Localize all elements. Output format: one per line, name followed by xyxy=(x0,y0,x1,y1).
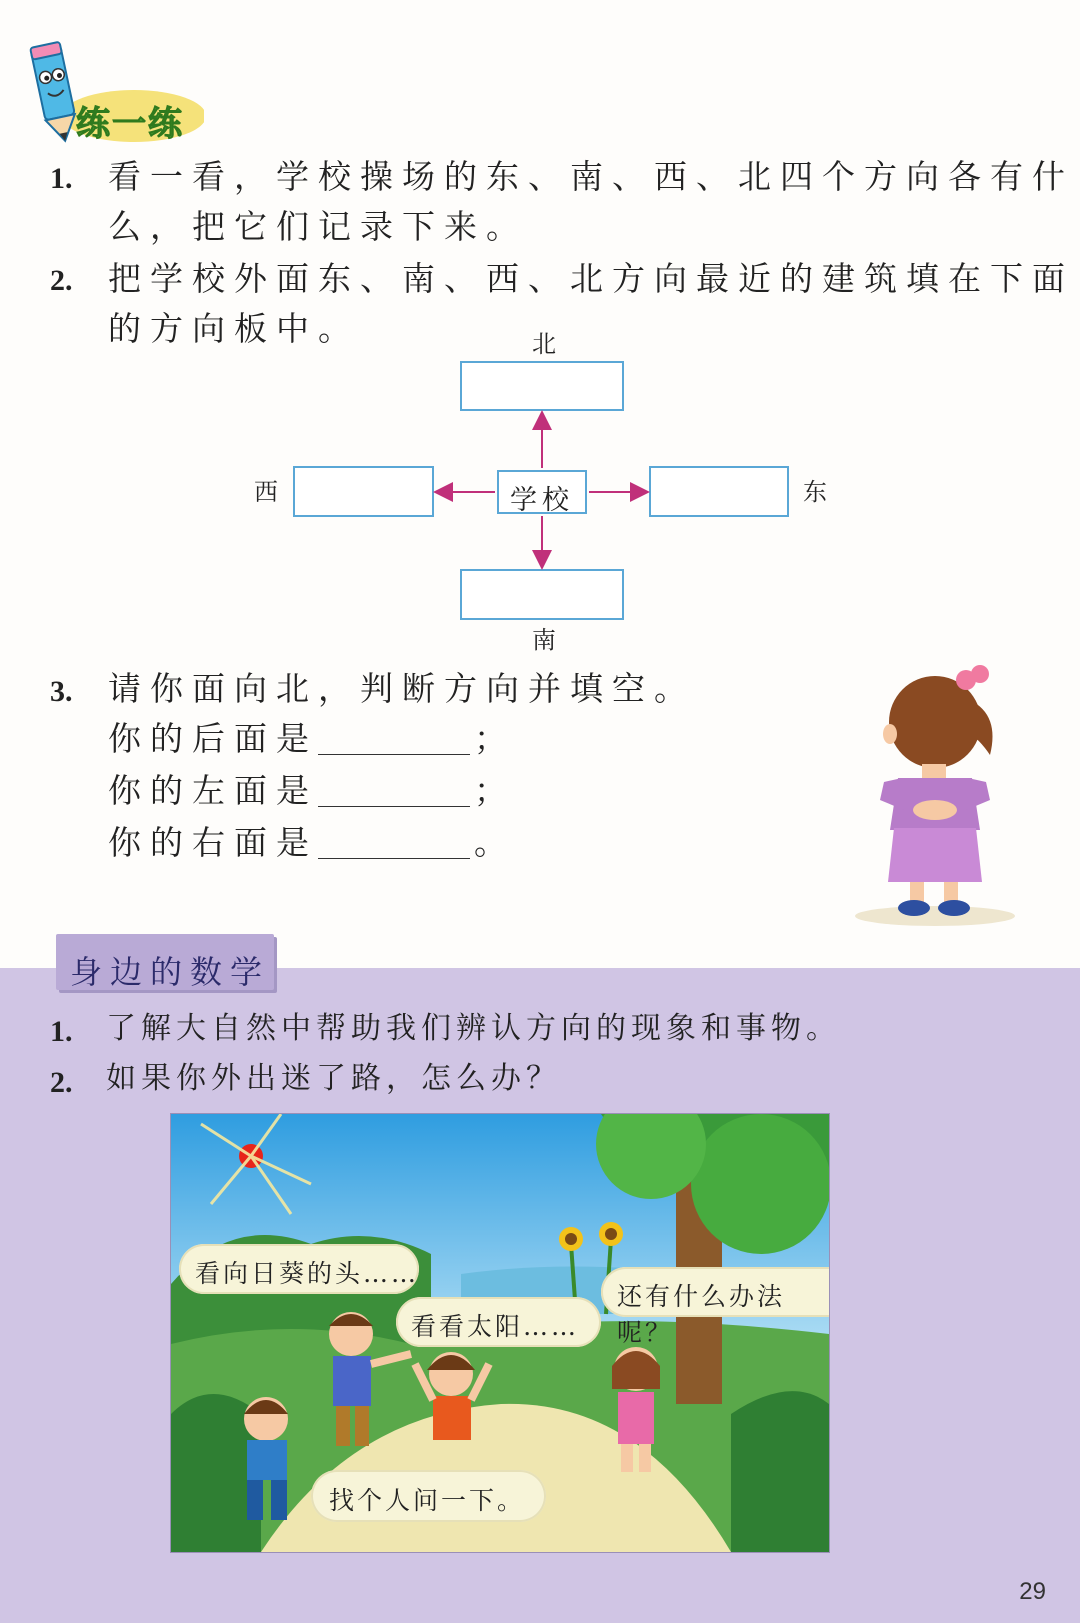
bubble-ask-text: 找个人问一下。 xyxy=(329,1486,526,1515)
q3-right-end: 。 xyxy=(474,823,516,862)
bubble-sunflower-text: 看向日葵的头…… xyxy=(195,1259,420,1288)
q3-number: 3. xyxy=(50,675,73,708)
q3-left-end: ； xyxy=(474,771,516,810)
q3-behind-end: ； xyxy=(474,719,516,758)
west-label: 西 xyxy=(254,478,278,506)
north-label: 北 xyxy=(532,330,556,358)
q2-number: 2. xyxy=(50,264,73,297)
ma-item1-number: 1. xyxy=(50,1015,73,1048)
bubble-other-text: 还有什么办法呢？ xyxy=(617,1282,786,1347)
ma-item2-text: 如果你外出迷了路，怎么办？ xyxy=(106,1061,561,1096)
ma-item2-number: 2. xyxy=(50,1066,73,1099)
q3-line1: 请你面向北，判断方向并填空。 xyxy=(108,669,696,708)
q3-behind-blank[interactable] xyxy=(318,724,470,755)
q2-line1: 把学校外面东、南、西、北方向最近的建筑填在下面 xyxy=(108,259,1074,298)
q1-line1: 看一看，学校操场的东、南、西、北四个方向各有什 xyxy=(108,157,1074,196)
q2-line2: 的方向板中。 xyxy=(108,309,360,348)
q3-behind-row xyxy=(108,719,516,758)
south-label: 南 xyxy=(532,626,556,654)
q1-line2: 么，把它们记录下来。 xyxy=(108,207,528,246)
q1-number: 1. xyxy=(50,162,73,195)
practice-badge-title: 练一练 xyxy=(76,104,184,144)
q3-left-row xyxy=(108,771,516,810)
q3-right-blank[interactable] xyxy=(318,828,470,859)
east-label: 东 xyxy=(803,478,827,506)
page-number: 29 xyxy=(1019,1578,1046,1605)
math-around-heading: 身边的数学 xyxy=(70,953,271,991)
q3-left-label: 你的左面是 xyxy=(108,771,318,810)
ma-item1-text: 了解大自然中帮助我们辨认方向的现象和事物。 xyxy=(106,1011,841,1046)
school-center-label: 学校 xyxy=(510,485,574,516)
lost-way-scene xyxy=(170,1113,830,1553)
girl-back-illustration xyxy=(840,660,1030,930)
bubble-sun-text: 看看太阳…… xyxy=(411,1312,580,1341)
q3-right-row xyxy=(108,823,516,862)
q3-left-blank[interactable] xyxy=(318,776,470,807)
direction-arrows xyxy=(0,0,1080,700)
q3-right-label: 你的右面是 xyxy=(108,823,318,862)
q3-behind-label: 你的后面是 xyxy=(108,719,318,758)
